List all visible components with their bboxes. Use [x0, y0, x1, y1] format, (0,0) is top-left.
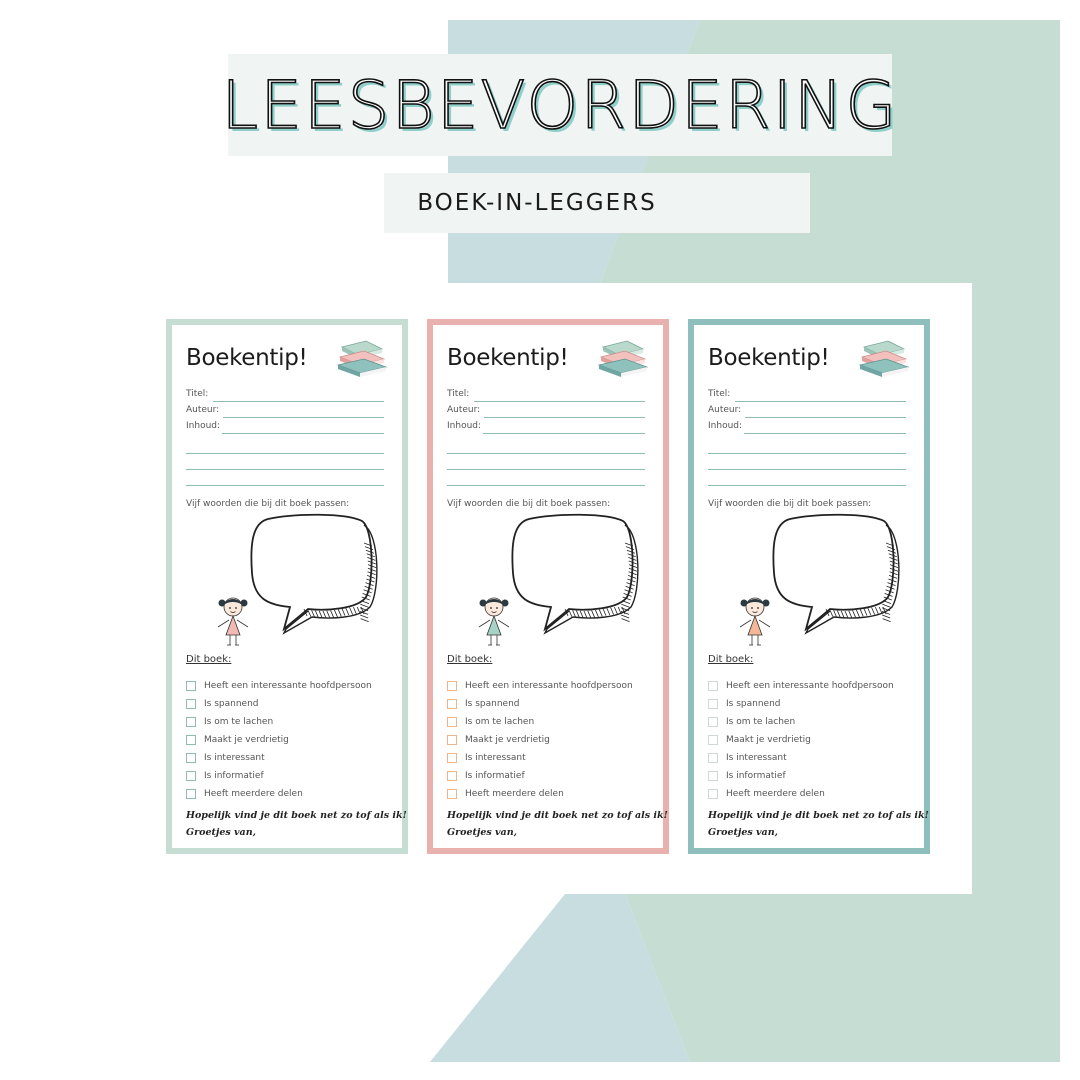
page-title: LEESBEVORDERING	[221, 66, 899, 144]
title-band	[221, 54, 899, 156]
closing-text	[186, 807, 407, 841]
form-field[interactable]	[447, 389, 645, 405]
closing-text	[447, 807, 668, 841]
checkbox[interactable]	[447, 753, 457, 763]
field-input-line[interactable]	[474, 401, 645, 402]
checklist-item[interactable]	[708, 713, 894, 731]
checklist-item[interactable]	[708, 695, 894, 713]
checkbox[interactable]	[447, 771, 457, 781]
girl-illustration	[736, 593, 774, 649]
checkbox[interactable]	[447, 717, 457, 727]
checklist-title: Dit boek:	[186, 654, 232, 665]
bookmark-card	[688, 319, 930, 854]
speech-bubble[interactable]	[246, 513, 386, 639]
field-label: Auteur:	[186, 405, 220, 415]
checklist-item[interactable]	[186, 749, 372, 767]
card-title: Boekentip!	[186, 345, 308, 371]
checklist-item-label: Heeft een interessante hoofdpersoon	[465, 681, 633, 691]
card-content	[186, 325, 407, 848]
signature-line: Groetjes van,	[708, 827, 778, 838]
content-line[interactable]	[447, 469, 645, 470]
checkbox[interactable]	[708, 771, 718, 781]
checkbox[interactable]	[186, 789, 196, 799]
field-input-line[interactable]	[222, 433, 384, 434]
checklist-item-label: Maakt je verdrietig	[465, 735, 550, 745]
checkbox[interactable]	[186, 717, 196, 727]
field-label: Titel:	[447, 389, 470, 399]
five-words-prompt: Vijf woorden die bij dit boek passen:	[447, 499, 611, 509]
form-field[interactable]	[708, 421, 906, 437]
checkbox[interactable]	[447, 789, 457, 799]
closing-line: Hopelijk vind je dit boek net zo tof als ik!	[708, 810, 929, 821]
form-field[interactable]	[447, 421, 645, 437]
checklist	[447, 677, 633, 803]
field-label: Auteur:	[708, 405, 742, 415]
form-field[interactable]	[186, 421, 384, 437]
content-line[interactable]	[708, 469, 906, 470]
checklist-item[interactable]	[447, 731, 633, 749]
checklist	[708, 677, 894, 803]
speech-bubble[interactable]	[507, 513, 647, 639]
checklist-item[interactable]	[708, 677, 894, 695]
checklist-item[interactable]	[447, 767, 633, 785]
form-field[interactable]	[186, 389, 384, 405]
checklist-item-label: Is spannend	[726, 699, 781, 709]
checklist-item[interactable]	[708, 767, 894, 785]
field-label: Inhoud:	[186, 421, 221, 431]
checklist-item[interactable]	[708, 785, 894, 803]
subtitle-band	[384, 173, 810, 233]
checkbox[interactable]	[186, 753, 196, 763]
checklist-item-label: Is informatief	[204, 771, 264, 781]
checklist-item[interactable]	[447, 695, 633, 713]
books-stack-icon	[597, 339, 649, 379]
checklist-item[interactable]	[186, 713, 372, 731]
checklist-item-label: Is interessant	[204, 753, 265, 763]
checkbox[interactable]	[708, 699, 718, 709]
checkbox[interactable]	[708, 735, 718, 745]
field-input-line[interactable]	[744, 433, 906, 434]
checklist-item-label: Is informatief	[726, 771, 786, 781]
closing-line: Hopelijk vind je dit boek net zo tof als ik!	[447, 810, 668, 821]
checkbox[interactable]	[447, 681, 457, 691]
field-label: Auteur:	[447, 405, 481, 415]
field-input-line[interactable]	[745, 417, 906, 418]
girl-illustration	[214, 593, 252, 649]
checklist-item[interactable]	[708, 749, 894, 767]
five-words-prompt: Vijf woorden die bij dit boek passen:	[186, 499, 350, 509]
checklist-item[interactable]	[186, 785, 372, 803]
form-field[interactable]	[708, 389, 906, 405]
checklist-title: Dit boek:	[708, 654, 754, 665]
card-title: Boekentip!	[447, 345, 569, 371]
checkbox[interactable]	[186, 735, 196, 745]
field-label: Titel:	[186, 389, 209, 399]
field-input-line[interactable]	[735, 401, 906, 402]
form-field[interactable]	[186, 405, 384, 421]
content-line[interactable]	[447, 485, 645, 486]
checkbox[interactable]	[186, 699, 196, 709]
bookmark-card	[166, 319, 408, 854]
checklist	[186, 677, 372, 803]
checklist-item-label: Is interessant	[465, 753, 526, 763]
checklist-item-label: Is informatief	[465, 771, 525, 781]
checklist-item-label: Maakt je verdrietig	[204, 735, 289, 745]
checklist-item[interactable]	[447, 677, 633, 695]
checkbox[interactable]	[708, 681, 718, 691]
girl-illustration	[475, 593, 513, 649]
checklist-item-label: Is om te lachen	[204, 717, 274, 727]
field-input-line[interactable]	[223, 417, 384, 418]
checklist-item-label: Heeft een interessante hoofdpersoon	[726, 681, 894, 691]
checklist-item-label: Maakt je verdrietig	[726, 735, 811, 745]
books-stack-icon	[336, 339, 388, 379]
checklist-title: Dit boek:	[447, 654, 493, 665]
checklist-item-label: Is om te lachen	[465, 717, 535, 727]
field-label: Inhoud:	[447, 421, 482, 431]
signature-line: Groetjes van,	[186, 827, 256, 838]
checklist-item-label: Heeft een interessante hoofdpersoon	[204, 681, 372, 691]
closing-text	[708, 807, 929, 841]
checklist-item[interactable]	[447, 713, 633, 731]
form-field[interactable]	[708, 405, 906, 421]
page-subtitle: BOEK-IN-LEGGERS	[417, 190, 657, 216]
checkbox[interactable]	[447, 699, 457, 709]
content-line[interactable]	[186, 453, 384, 454]
field-label: Titel:	[708, 389, 731, 399]
form-field[interactable]	[447, 405, 645, 421]
field-input-line[interactable]	[484, 417, 645, 418]
content-line[interactable]	[447, 453, 645, 454]
content-line[interactable]	[186, 485, 384, 486]
card-title: Boekentip!	[708, 345, 830, 371]
content-line[interactable]	[708, 485, 906, 486]
checkbox[interactable]	[186, 681, 196, 691]
five-words-prompt: Vijf woorden die bij dit boek passen:	[708, 499, 872, 509]
checklist-item-label: Heeft meerdere delen	[726, 789, 825, 799]
closing-line: Hopelijk vind je dit boek net zo tof als ik!	[186, 810, 407, 821]
checklist-item[interactable]	[186, 731, 372, 749]
checklist-item-label: Heeft meerdere delen	[465, 789, 564, 799]
checkbox[interactable]	[186, 771, 196, 781]
field-input-line[interactable]	[213, 401, 384, 402]
content-line[interactable]	[186, 469, 384, 470]
checkbox[interactable]	[708, 753, 718, 763]
field-input-line[interactable]	[483, 433, 645, 434]
checklist-item[interactable]	[186, 767, 372, 785]
field-label: Inhoud:	[708, 421, 743, 431]
content-line[interactable]	[708, 453, 906, 454]
checklist-item-label: Is spannend	[204, 699, 259, 709]
card-content	[447, 325, 668, 848]
signature-line: Groetjes van,	[447, 827, 517, 838]
checklist-item[interactable]	[708, 731, 894, 749]
checklist-item[interactable]	[186, 695, 372, 713]
checkbox[interactable]	[708, 717, 718, 727]
checklist-item-label: Is om te lachen	[726, 717, 796, 727]
checklist-item[interactable]	[186, 677, 372, 695]
books-stack-icon	[858, 339, 910, 379]
checklist-item[interactable]	[447, 785, 633, 803]
checklist-item-label: Is spannend	[465, 699, 520, 709]
checkbox[interactable]	[447, 735, 457, 745]
checklist-item-label: Heeft meerdere delen	[204, 789, 303, 799]
checkbox[interactable]	[708, 789, 718, 799]
card-content	[708, 325, 929, 848]
speech-bubble[interactable]	[768, 513, 908, 639]
bookmark-card	[427, 319, 669, 854]
checklist-item-label: Is interessant	[726, 753, 787, 763]
checklist-item[interactable]	[447, 749, 633, 767]
